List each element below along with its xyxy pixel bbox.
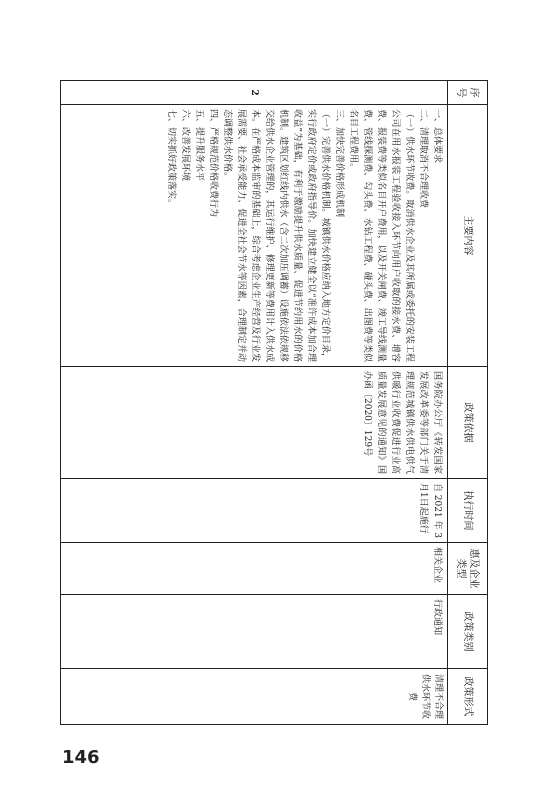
content-line: （一）供水环节收费。取消供水企业及其所属或委托的安装工程公司在用水报装工程验收接入环节向用户收取的接水费、增容费、报装费等类似名目开户费用，以及开关闸费、竣工导线测量费、管线探测费、勾头费、水钻工程费、碰头费、出图费等类似名目工程费用。 <box>348 109 414 362</box>
header-date: 执行时间 <box>448 479 488 543</box>
header-basis: 政策依据 <box>448 367 488 479</box>
content-line: 二、清理取消不合理收费 <box>418 109 428 209</box>
row-index: 2 <box>61 81 448 105</box>
page-number: 146 <box>62 747 100 768</box>
rotated-page-content <box>60 80 488 724</box>
row-effective-date: 自2021年3月1日起施行 <box>61 479 448 543</box>
table-header-row <box>448 81 488 725</box>
content-line: 七、切实抓好政策落实。 <box>166 109 176 209</box>
content-line: 一、总体要求 <box>432 109 442 164</box>
header-index: 序号 <box>448 81 488 105</box>
row-beneficiary: 相关企业 <box>61 543 448 595</box>
header-content: 主要内容 <box>448 105 488 367</box>
row-form: 清理不合理供水环节收费 <box>61 669 448 725</box>
content-line: 三、加快完善价格形成机制 <box>334 109 344 218</box>
row-content <box>61 105 448 367</box>
content-line: 四、严格规范价格收费行为 <box>208 109 218 218</box>
table-row <box>61 81 448 725</box>
row-basis: 国务院办公厅《转发国家发展改革委等部门关于清理规范城镇供水供电供气供暖行业收费促进行业高质量发展意见的通知》国办函〔2020〕129号 <box>61 367 448 479</box>
header-category: 政策类别 <box>448 595 488 669</box>
header-beneficiary: 惠及企业类型 <box>448 543 488 595</box>
content-line: （一）完善供水价格机制。城镇供水价格应纳入地方定价目录，实行政府定价或政府指导价。加快建立健全以“准许成本加合理收益”为基础，有利于激励提升供水质量、促进节约用水的价格机制。建筑区划红线内供水（含二次加压调蓄）设施依法依规移交给供水企业管理的，其运行维护、修理更新等费用计入供水成本。在严格成本监审的基础上，综合考虑企业生产经营及行业发展需要、社会承受能力、促进全社会节水等因素，合理制定并动态调整供水价格。 <box>222 109 330 362</box>
policy-table <box>60 80 488 725</box>
header-form: 政策形式 <box>448 669 488 725</box>
row-category: 行政通知 <box>61 595 448 669</box>
content-line: 五、提升服务水平 <box>194 109 204 182</box>
content-line: 六、改善发展环境 <box>180 109 190 182</box>
